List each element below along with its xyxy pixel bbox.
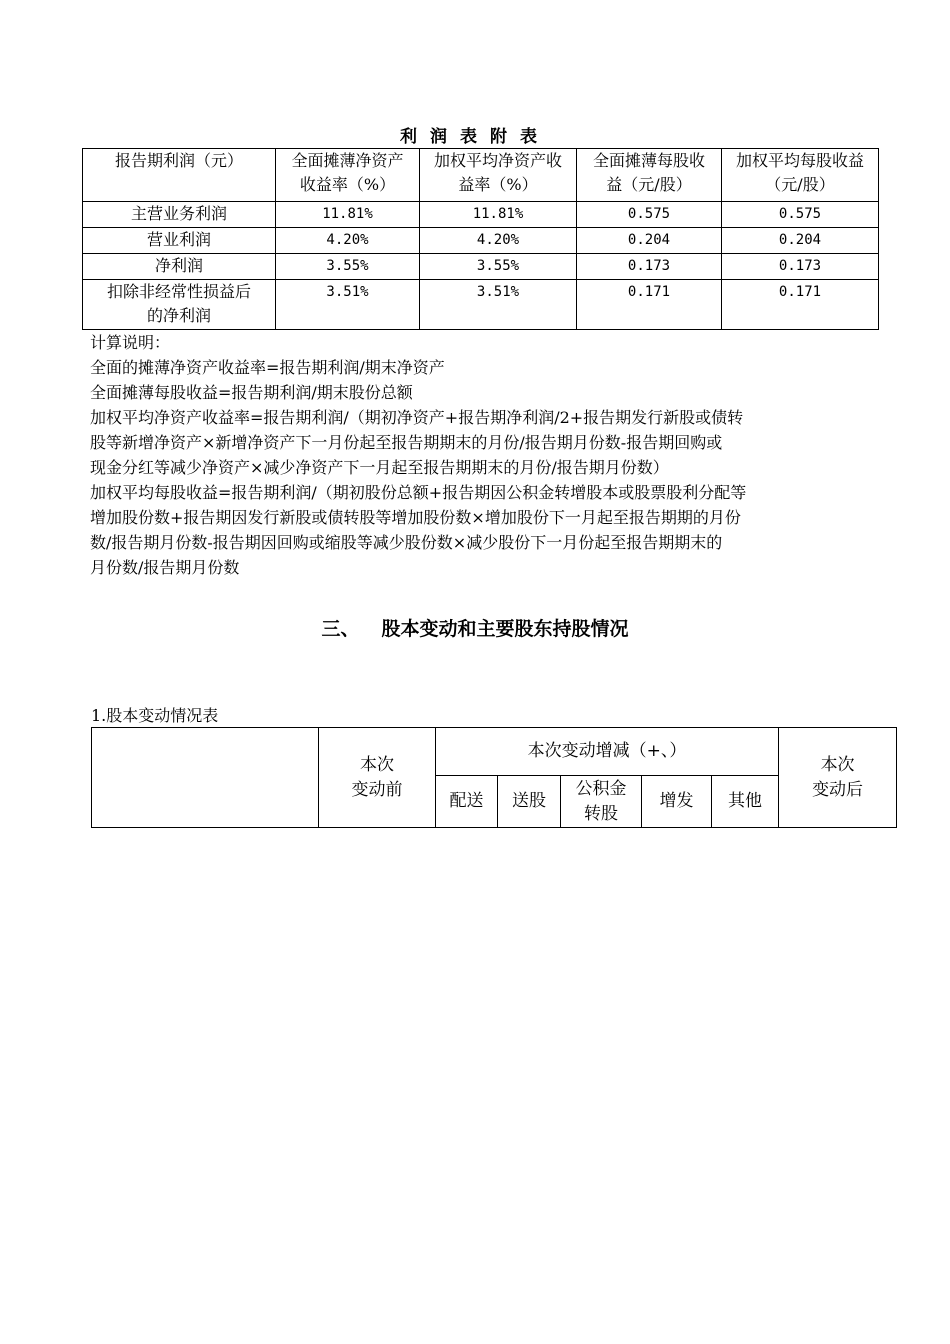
header-line: 益（元/股） [606, 175, 692, 194]
share-table-blank-cell [92, 728, 319, 828]
section-heading [0, 616, 950, 642]
section-number: 三、 [321, 618, 360, 640]
share-table-caption: 1.股本变动情况表 [91, 706, 219, 725]
notes-line: 加权平均净资产收益率=报告期利润/（期初净资产+报告期净利润/2+报告期发行新股或债转 [90, 408, 744, 427]
table-row [83, 254, 879, 280]
header-line: 加权平均净资产收 [433, 151, 562, 170]
row-label: 净利润 [83, 254, 276, 280]
header-line: （元/股） [765, 175, 835, 194]
header-after-change [779, 728, 897, 828]
cell-weighted-roe: 4.20% [420, 228, 577, 254]
header-new-issue: 增发 [642, 776, 712, 828]
cell-weighted-roe: 3.55% [420, 254, 577, 280]
header-before-change [319, 728, 436, 828]
share-table-header-row [92, 728, 897, 776]
row-label [83, 280, 276, 330]
header-change-group: 本次变动增减（+、） [436, 728, 779, 776]
row-label-line: 的净利润 [146, 306, 211, 325]
header-weighted-eps [722, 149, 879, 202]
header-reserve-conversion [561, 776, 642, 828]
header-line: 本次 [820, 754, 855, 775]
row-label: 营业利润 [83, 228, 276, 254]
calculation-notes [90, 330, 890, 580]
table-row [83, 202, 879, 228]
header-diluted-eps [577, 149, 722, 202]
row-label: 主营业务利润 [83, 202, 276, 228]
header-other: 其他 [712, 776, 779, 828]
header-line: 报告期利润（元） [114, 151, 243, 170]
header-line: 变动前 [351, 779, 403, 800]
header-line: 本次 [360, 754, 394, 775]
cell-diluted-roe: 11.81% [276, 202, 420, 228]
header-bonus-shares: 送股 [498, 776, 561, 828]
header-report-profit [83, 149, 276, 202]
header-line: 全面摊薄每股收 [592, 151, 705, 170]
profit-table-header-row [83, 149, 879, 202]
cell-diluted-roe: 3.55% [276, 254, 420, 280]
cell-weighted-eps: 0.575 [722, 202, 879, 228]
cell-diluted-eps: 0.204 [577, 228, 722, 254]
cell-weighted-eps: 0.173 [722, 254, 879, 280]
header-line: 转股 [584, 803, 618, 824]
cell-diluted-eps: 0.171 [577, 280, 722, 330]
notes-line: 全面的摊薄净资产收益率=报告期利润/期末净资产 [90, 358, 445, 377]
cell-diluted-eps: 0.173 [577, 254, 722, 280]
notes-line: 股等新增净资产×新增净资产下一月份起至报告期期末的月份/报告期月份数-报告期回购或 [90, 433, 723, 452]
notes-line: 月份数/报告期月份数 [90, 558, 240, 577]
header-rights-issue: 配送 [436, 776, 498, 828]
cell-diluted-roe: 3.51% [276, 280, 420, 330]
cell-diluted-eps: 0.575 [577, 202, 722, 228]
notes-line: 加权平均每股收益=报告期利润/（期初股份总额+报告期因公积金转增股本或股票股利分配等 [90, 483, 747, 502]
header-line: 加权平均每股收益 [735, 151, 864, 170]
notes-line: 全面摊薄每股收益=报告期利润/期末股份总额 [90, 383, 413, 402]
cell-weighted-roe: 11.81% [420, 202, 577, 228]
row-label-line: 扣除非经常性损益后 [106, 282, 251, 301]
header-weighted-roe [420, 149, 577, 202]
notes-heading: 计算说明： [90, 333, 171, 352]
header-line: 益率（%） [458, 175, 538, 194]
header-diluted-roe [276, 149, 420, 202]
notes-line: 增加股份数+报告期因发行新股或债转股等增加股份数×增加股份下一月起至报告期期的月份 [90, 508, 741, 527]
header-line: 变动后 [812, 779, 864, 800]
header-line: 全面摊薄净资产 [291, 151, 404, 170]
section-title: 股本变动和主要股东持股情况 [381, 618, 629, 640]
notes-line: 现金分红等减少净资产×减少净资产下一月起至报告期期末的月份/报告期月份数） [90, 458, 669, 477]
cell-weighted-eps: 0.171 [722, 280, 879, 330]
table-row [83, 280, 879, 330]
header-line: 收益率（%） [299, 175, 396, 194]
cell-diluted-roe: 4.20% [276, 228, 420, 254]
cell-weighted-eps: 0.204 [722, 228, 879, 254]
header-line: 公积金 [575, 778, 627, 799]
profit-table-title: 利润表附表 [400, 127, 550, 147]
share-change-table [91, 727, 897, 828]
notes-line: 数/报告期月份数-报告期因回购或缩股等减少股份数×减少股份下一月份起至报告期期末的 [90, 533, 723, 552]
cell-weighted-roe: 3.51% [420, 280, 577, 330]
table-row [83, 228, 879, 254]
profit-table [82, 148, 879, 330]
